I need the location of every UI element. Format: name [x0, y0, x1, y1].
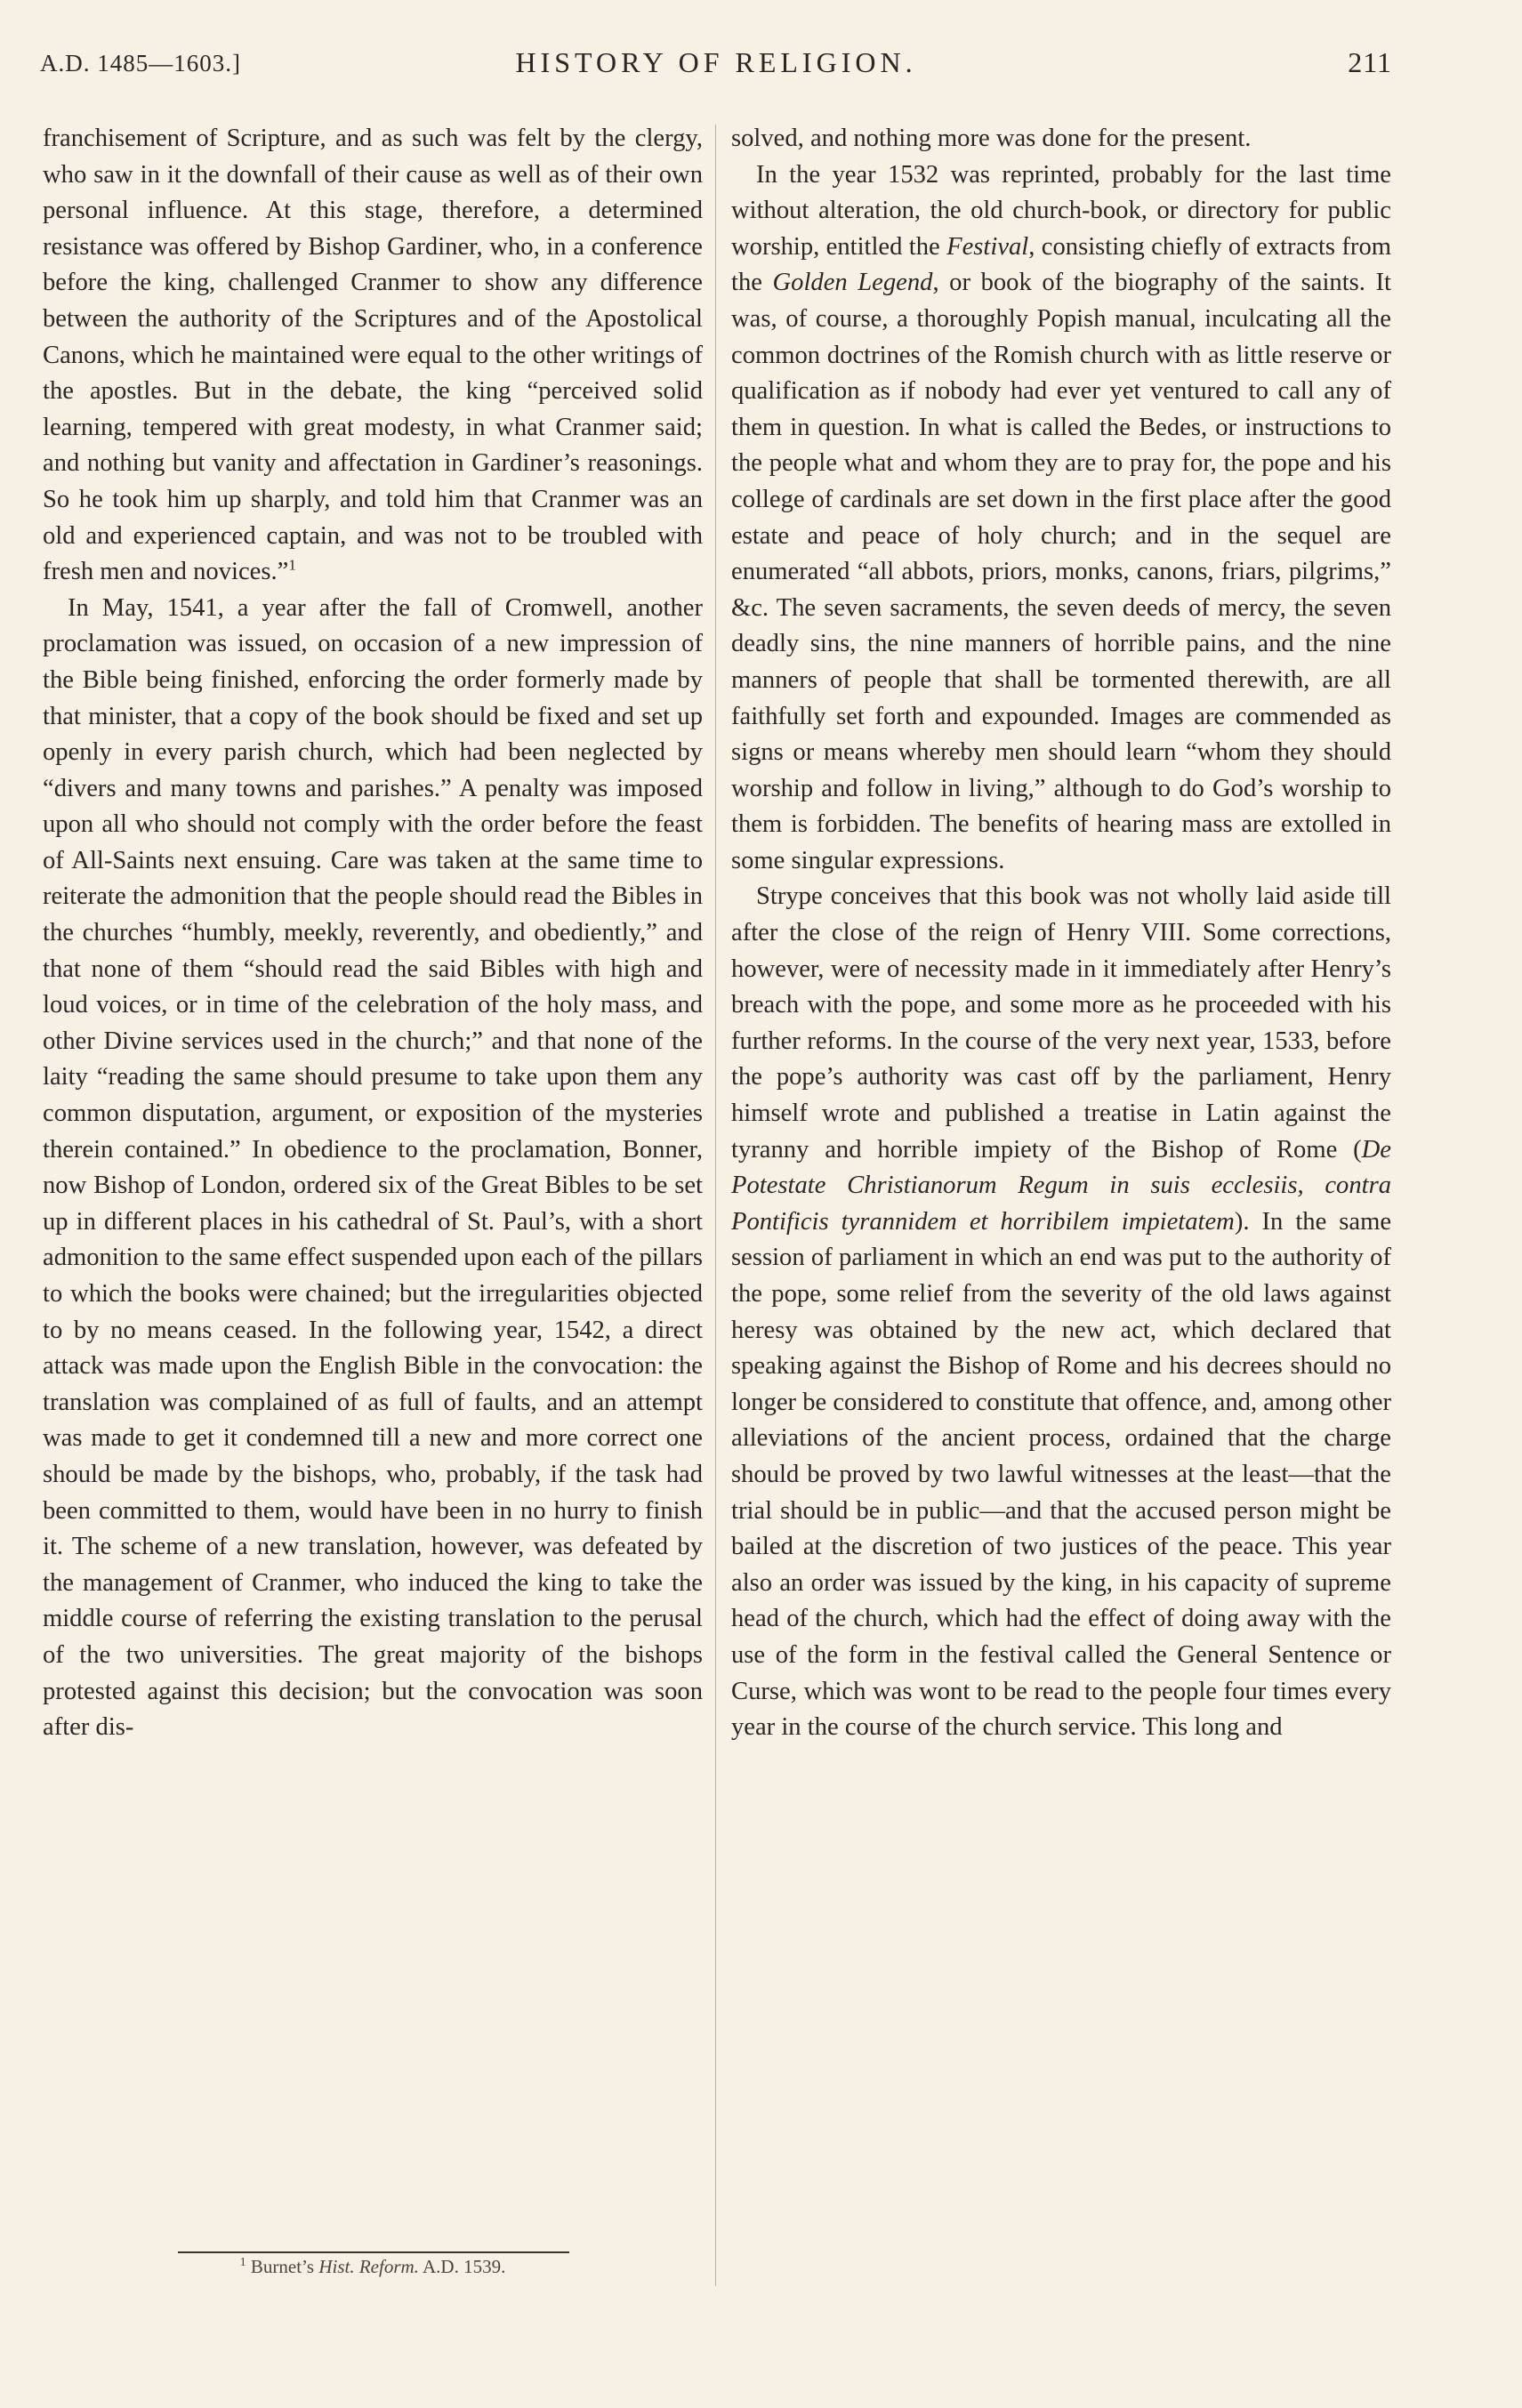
header-title: HISTORY OF RELIGION.	[515, 46, 917, 78]
footnote: $^1$ Burnet’s Hist. Reform. A.D. 1539.	[239, 2256, 506, 2277]
footnote-mark: 1	[239, 2256, 246, 2269]
title-golden-legend: Golden Legend	[772, 269, 933, 297]
title-festival: Festival	[946, 232, 1029, 261]
footnote-work: Hist. Reform.	[318, 2256, 419, 2277]
column-divider	[715, 125, 716, 2286]
paragraph: In the year 1532 was reprinted, probably for the last time without alteration, the old church-book, or directory for public worship, entitled the Festival, consisting chiefly of extracts from the Golden Legend, or book of the biography of the saints. It was, of course, a thoroughly Popish manual, inculcating all the common doctrines of the Romish church with as little reserve or qualification as if nobody had ever yet ventured to call any of them in question. In what is called the Bedes, or instructions to the people what and whom they are to pray for, the pope and his college of cardinals are set down in the first place after the good estate and peace of holy church; and in the sequel are enumerated “all abbots, priors, monks, canons, friars, pilgrims,” &c. The seven sacraments, the seven deeds of mercy, the seven deadly sins, the nine manners of horrible pains, and the nine manners of people that shall be tormented therewith, are all faithfully set forth and expounded. Images are commended as signs or means whereby men should learn “whom they should worship and follow in living,” although to do God’s worship to them is forbidden. The benefits of hearing mass are extolled in some singular expressions.	[731, 160, 1391, 874]
right-column	[731, 121, 1391, 1746]
footnote-rule	[178, 2251, 569, 2253]
footnote-reference: 1	[288, 556, 296, 574]
header-dates: A.D. 1485—1603.]	[40, 50, 241, 77]
paragraph: In May, 1541, a year after the fall of Cromwell, another proclamation was issued, on occasion of a new impression of the Bible being finished, enforcing the order formerly made by that minister, that a copy of the book should be fixed and set up openly in every parish church, which had been neglected by “divers and many towns and parishes.” A penalty was imposed upon all who should not comply with the order before the feast of All-Saints next ensuing. Care was taken at the same time to reiterate the admonition that the people should read the Bibles in the churches “humbly, meekly, reverently, and obediently,” and that none of them “should read the said Bibles with high and loud voices, or in time of the celebration of the holy mass, and other Divine services used in the church;” and that none of the laity “reading the same should presume to take upon them any common disputation, argument, or exposition of the mysteries therein contained.” In obedience to the proclamation, Bonner, now Bishop of London, ordered six of the Great Bibles to be set up in different places in his cathedral of St. Paul’s, with a short admonition to the same effect suspended upon each of the pillars to which the books were chained; but the irregularities objected to by no means ceased. In the following year, 1542, a direct attack was made upon the English Bible in the convocation: the translation was complained of as full of faults, and an attempt was made to get it condemned till a new and more correct one should be made by the bishops, who, probably, if the task had been committed to them, would have been in no hurry to finish it. The scheme of a new translation, however, was defeated by the management of Cranmer, who induced the king to take the middle course of referring the existing translation to the perusal of the two universities. The great majority of the bishops protested against this decision; but the convocation was soon after dis-	[43, 593, 703, 1742]
paragraph: solved, and nothing more was done for the present.	[731, 125, 1252, 152]
page-number: 211	[1348, 46, 1392, 78]
paragraph: franchisement of Scripture, and as such was felt by the clergy, who saw in it the downfall of their cause as well as of their own personal influence. At this stage, therefore, a determined resistance was offered by Bishop Gardiner, who, in a conference before the king, challenged Cranmer to show any difference between the authority of the Scriptures and of the Apostolical Canons, which he maintained were equal to the other writings of the apostles. But in the debate, the king “perceived solid learning, tempered with great modesty, in what Cranmer said; and nothing but vanity and affectation in Gardiner’s reasonings. So he took him up sharply, and told him that Cranmer was an old and experienced captain, and was not to be troubled with fresh men and novices.”$^1$	[43, 125, 703, 586]
running-header	[40, 46, 1392, 91]
latin-title: De Potestate Christianorum Regum in suis ecclesiis, contra Pontificis tyrannidem et horribilem impietatem	[731, 1135, 1391, 1236]
left-column	[43, 121, 703, 1746]
paragraph: Strype conceives that this book was not wholly laid aside till after the close of the reign of Henry VIII. Some corrections, however, were of necessity made in it immediately after Henry’s breach with the pope, and some more as he proceeded with his further reforms. In the course of the very next year, 1533, before the pope’s authority was cast off by the parliament, Henry himself wrote and published a treatise in Latin against the tyranny and horrible impiety of the Bishop of Rome (De Potestate Christianorum Regum in suis ecclesiis, contra Pontificis tyrannidem et horribilem impietatem). In the same session of parliament in which an end was put to the authority of the pope, some relief from the severity of the old laws against heresy was obtained by the new act, which declared that speaking against the Bishop of Rome and his decrees should no longer be considered to constitute that offence, and, among other alleviations of the ancient process, ordained that the charge should be proved by two lawful witnesses at the least—that the trial should be in public—and that the accused person might be bailed at the discretion of two justices of the peace. This year also an order was issued by the king, in his capacity of supreme head of the church, which had the effect of doing away with the use of the form in the festival called the General Sentence or Curse, which was wont to be read to the people four times every year in the course of the church service. This long and	[731, 882, 1392, 1742]
